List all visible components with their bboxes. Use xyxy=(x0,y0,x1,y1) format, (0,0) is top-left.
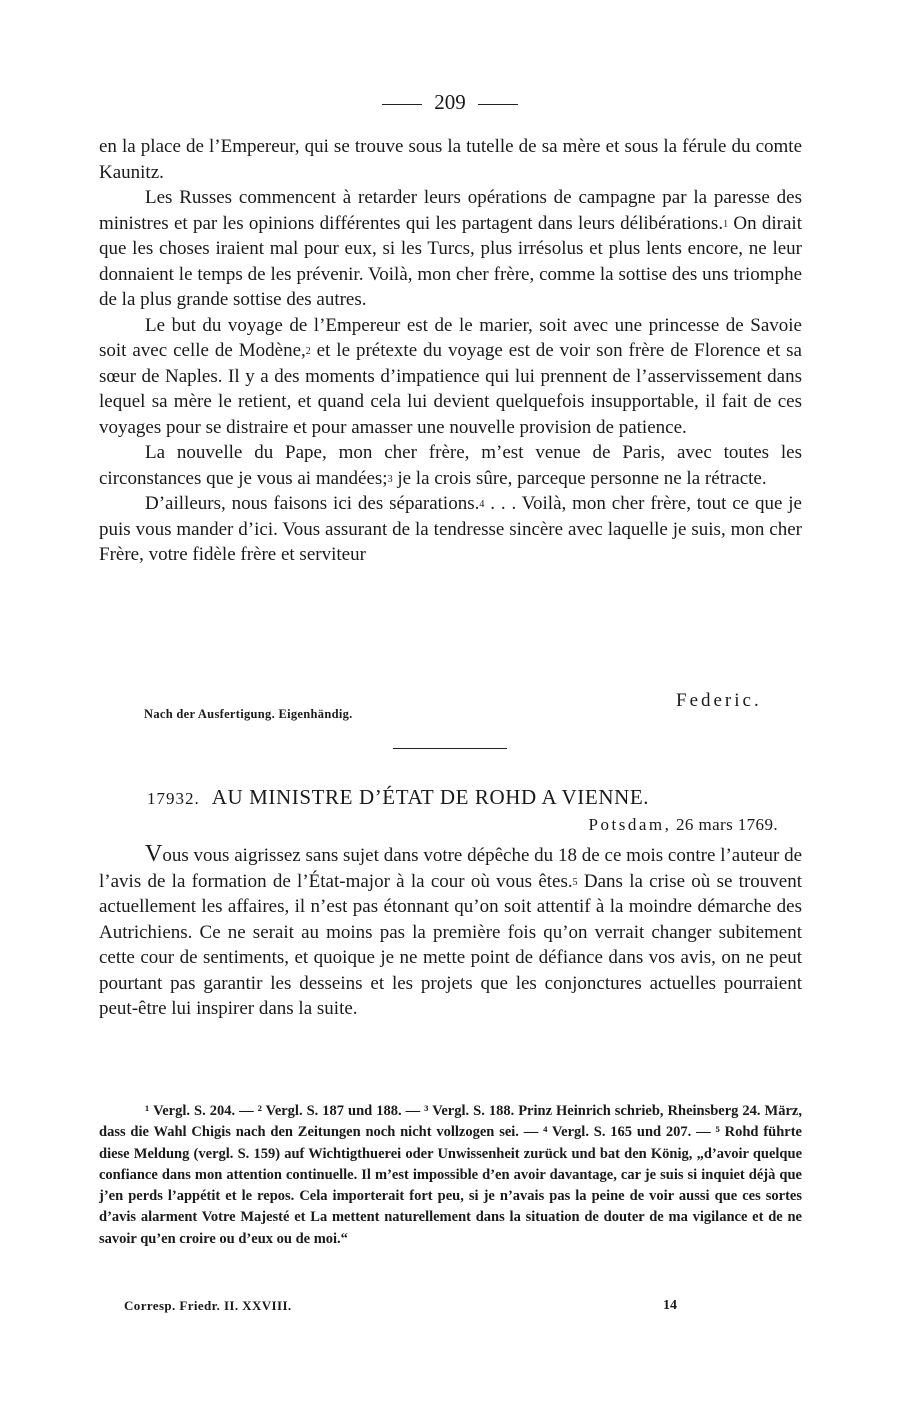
letter-1-paragraph xyxy=(99,185,802,313)
page-number-dash-left xyxy=(382,104,422,105)
drop-cap: V xyxy=(145,841,163,867)
footer-volume: Corresp. Friedr. II. XXVIII. xyxy=(124,1298,292,1313)
paragraph-text: D’ailleurs, nous faisons ici des séparations. xyxy=(145,493,480,514)
source-note: Nach der Ausfertigung. Eigenhändig. xyxy=(144,707,353,721)
paragraph-text: La nouvelle du Pape, mon cher frère, m’est venue de Paris, avec toutes les circonstances que je vous ai mandées; xyxy=(99,442,802,489)
footnote-ref: 3 xyxy=(387,473,393,485)
paragraph-text: en la place de l’Empereur, qui se trouve sous la tutelle de sa mère et sous la férule du comte Kaunitz. xyxy=(99,136,802,183)
section-divider xyxy=(393,748,507,749)
paragraph-text: Le but du voyage de l’Empereur est de le marier, soit avec une princesse de Savoie soit avec celle de Modène, xyxy=(99,314,802,361)
place-date xyxy=(589,815,778,835)
paragraph-text: je la crois sûre, parceque personne ne la rétracte. xyxy=(392,467,767,489)
footer-signature-mark: 14 xyxy=(663,1298,677,1313)
paragraph-text: ous vous aigrissez sans sujet dans votre dépêche du 18 de ce mois contre l’auteur de l’avis de la formation de l’État-major à la cour où vous êtes. xyxy=(99,845,802,892)
letter-1-paragraph xyxy=(99,134,802,185)
footnote-ref: 5 xyxy=(572,876,578,888)
paragraph-text: On dirait que les choses iraient mal pour eux, si les Turcs, plus irrésolus et plus lents encore, ne leur donnaient le temps de les prévenir. Voilà, mon cher frère, comme la sottise des uns triomphe de la plus grande sottise des autres. xyxy=(99,212,802,310)
letter-heading xyxy=(147,785,649,810)
paragraph-text: et le prétexte du voyage est de voir son frère de Florence et sa sœur de Naples. Il y a des moments d’impatience qui lui prennent de l’asservissement dans lequel sa mère le retient, et quand cela lui devient quelquefois insupportable, il fait de ces voyages pour se distraire et pour amasser une nouvelle provision de patience. xyxy=(99,340,802,438)
signature: Federic. xyxy=(676,690,762,711)
footnotes xyxy=(99,1101,802,1250)
letter-title: AU MINISTRE D’ÉTAT DE ROHD A VIENNE. xyxy=(211,785,650,809)
letter-1-paragraph xyxy=(99,491,802,568)
letter-2-body xyxy=(99,842,802,1022)
footnote-ref: 4 xyxy=(479,499,485,510)
letter-1-paragraph xyxy=(99,313,802,441)
letter-place: Potsdam, xyxy=(588,815,672,834)
page-number-text: 209 xyxy=(434,90,466,114)
page-number xyxy=(0,90,900,114)
letter-2-paragraph xyxy=(99,842,802,1022)
letter-1-body xyxy=(99,134,802,568)
letter-1-paragraph xyxy=(99,440,802,491)
letter-number: 17932. xyxy=(147,789,200,808)
footnote-ref: 2 xyxy=(305,346,311,357)
paragraph-text: Les Russes commencent à retarder leurs opérations de campagne par la paresse des ministres et par les opinions différentes qui les partagent dans leurs délibérations. xyxy=(99,187,802,234)
letter-date: 26 mars 1769. xyxy=(671,815,778,834)
footnote-text: ¹ Vergl. S. 204. — ² Vergl. S. 187 und 188. — ³ Vergl. S. 188. Prinz Heinrich schrieb, Rheinsberg 24. März, dass die Wahl Chigis nach den Zeitungen noch nicht vollzogen sei. — ⁴ Vergl. S. 165 und 207. — ⁵ Rohd führte diese Meldung (vergl. S. 159) auf Wichtigthuerei oder Unwissenheit zurück und bat den König, „d’avoir quelque confiance dans mon attention continuelle. Il m’est impossible d’en avoir davantage, car je suis si inquiet déjà que j’en perds l’appétit et le repos. Cela importerait fort peu, si je n’avais pas la peine de voir aussi que ces sortes d’avis alarment Votre Majesté et La mettent naturellement dans la situation de douter de ma vigilance et de ne savoir qu’en croire ou d’eux ou de moi.“ xyxy=(99,1103,802,1247)
page-number-dash-right xyxy=(478,104,518,105)
paragraph-text: . . . Voilà, mon cher frère, tout ce que je puis vous mander d’ici. Vous assurant de la tendresse sincère avec laquelle je suis, mon cher Frère, votre fidèle frère et serviteur xyxy=(99,493,802,565)
paragraph-text: Dans la crise où se trouvent actuellement les affaires, il n’est pas étonnant qu’on soit attentif à la moindre démarche des Autrichiens. Ce ne serait au moins pas la première fois qu’on verrait changer subitement cette cour de sentiments, et quoique je ne mette point de défiance dans vos avis, on ne peut pourtant pas garantir les desseins et les projets que les conjonctures actuelles pourraient peut-être lui inspirer dans la suite. xyxy=(99,870,802,1019)
footnote-ref: 1 xyxy=(723,218,729,230)
